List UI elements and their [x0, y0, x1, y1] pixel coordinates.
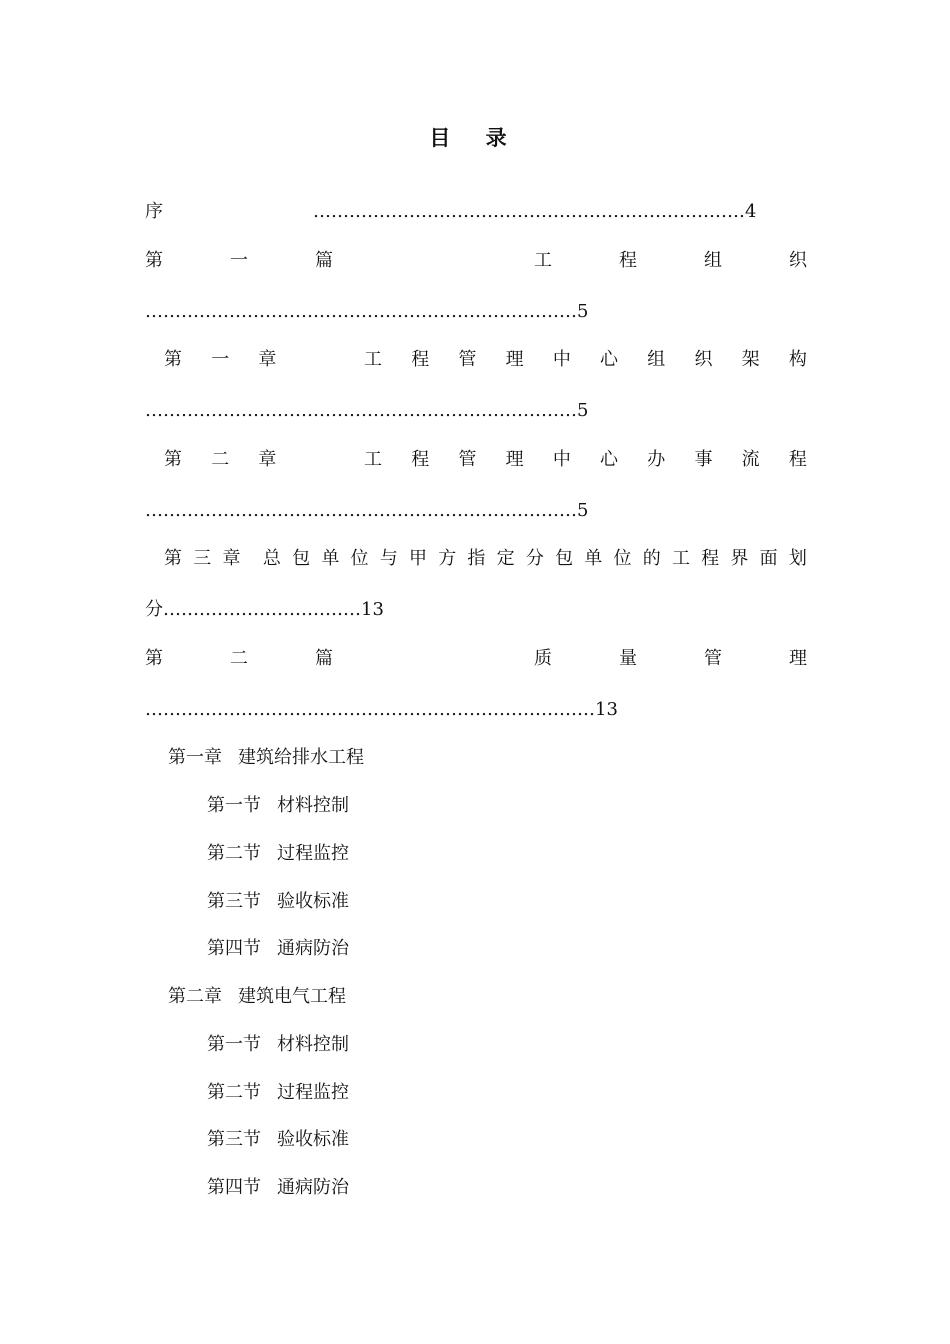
section-number: 第一节	[207, 1034, 261, 1055]
p1-ch2-char: 章	[258, 449, 277, 470]
toc-entry-p2-ch2[interactable]	[168, 984, 346, 1010]
p1-ch2-char: 二	[211, 449, 230, 470]
p1-ch3-char: 单	[321, 548, 340, 569]
chapter-number: 第一章	[168, 747, 222, 768]
toc-entry-p2-ch1-sec4[interactable]	[207, 936, 349, 962]
p1-ch1-char: 理	[505, 349, 524, 370]
toc-entry-p2-ch2-sec4[interactable]	[207, 1175, 349, 1201]
p1-ch3-char: 指	[467, 548, 486, 569]
toc-entry-p2-ch2-sec2[interactable]	[207, 1080, 349, 1106]
p1-ch3-leader: ……………………………	[163, 599, 361, 620]
toc-entry-p2-ch1-sec2[interactable]	[207, 841, 349, 867]
section-name: 过程监控	[277, 1082, 349, 1103]
p1-ch3-char: 位	[613, 548, 632, 569]
p1-ch1-char: 章	[258, 349, 277, 370]
p1-ch1-char: 织	[694, 349, 713, 370]
p1-ch3-leader-line	[145, 597, 384, 623]
part1-page: 5	[577, 301, 589, 322]
p1-ch3-char: 界	[730, 548, 749, 569]
chapter-name: 建筑电气工程	[238, 986, 346, 1007]
p1-ch2-char: 程	[411, 449, 430, 470]
p1-ch3-char: 定	[496, 548, 515, 569]
part2-char: 质	[534, 648, 552, 669]
p1-ch2-char: 程	[788, 449, 807, 470]
p1-ch3-char: 章	[222, 548, 241, 569]
section-number: 第二节	[207, 843, 261, 864]
p1-ch3-char: 位	[350, 548, 369, 569]
section-name: 验收标准	[277, 891, 349, 912]
p1-ch3-char: 分	[525, 548, 544, 569]
part2-leader-line	[145, 697, 618, 723]
p1-ch3-char: 的	[642, 548, 661, 569]
toc-entry-p1-ch1[interactable]	[164, 347, 807, 373]
part1-leader: ………………………………………………………………	[145, 301, 577, 322]
part1-char: 一	[230, 250, 248, 271]
part1-char: 第	[145, 250, 163, 271]
section-number: 第四节	[207, 938, 261, 959]
section-number: 第三节	[207, 1129, 261, 1150]
p1-ch2-leader-line	[145, 498, 588, 524]
p1-ch1-page: 5	[577, 400, 589, 421]
p1-ch2-char: 第	[164, 449, 182, 470]
p1-ch3-cont: 分	[145, 599, 163, 620]
p1-ch2-char: 管	[458, 449, 477, 470]
p1-ch2-page: 5	[577, 500, 589, 521]
p1-ch1-char: 组	[647, 349, 666, 370]
p1-ch3-char: 单	[584, 548, 603, 569]
preface-page: 4	[745, 201, 757, 222]
toc-entry-part2[interactable]	[145, 646, 807, 672]
part2-char: 二	[230, 648, 248, 669]
preface-leader-line	[313, 199, 756, 225]
part2-char: 理	[789, 648, 807, 669]
section-name: 通病防治	[277, 1177, 349, 1198]
toc-entry-p2-ch1-sec3[interactable]	[207, 889, 349, 915]
p1-ch3-char: 划	[788, 548, 807, 569]
part2-leader: …………………………………………………………………	[145, 699, 595, 720]
part2-char: 篇	[315, 648, 333, 669]
part2-page: 13	[595, 699, 618, 720]
section-name: 通病防治	[277, 938, 349, 959]
part2-char: 量	[619, 648, 637, 669]
toc-entry-part1[interactable]	[145, 248, 807, 274]
p1-ch3-char: 包	[292, 548, 311, 569]
toc-entry-preface[interactable]	[145, 199, 163, 225]
p1-ch3-page: 13	[361, 599, 384, 620]
p1-ch2-char: 流	[741, 449, 760, 470]
section-number: 第三节	[207, 891, 261, 912]
toc-entry-p2-ch1[interactable]	[168, 745, 364, 771]
p1-ch1-char: 管	[458, 349, 477, 370]
p1-ch3-char: 方	[438, 548, 457, 569]
p1-ch1-char: 工	[364, 349, 383, 370]
section-name: 验收标准	[277, 1129, 349, 1150]
toc-title: 目 录	[429, 125, 521, 150]
section-number: 第二节	[207, 1082, 261, 1103]
p1-ch3-char: 总	[262, 548, 281, 569]
toc-entry-p1-ch3[interactable]	[164, 546, 807, 572]
p1-ch2-char: 事	[694, 449, 713, 470]
toc-entry-p2-ch2-sec3[interactable]	[207, 1127, 349, 1153]
p1-ch2-char: 工	[364, 449, 383, 470]
part1-char: 程	[619, 250, 637, 271]
p1-ch1-char: 一	[211, 349, 230, 370]
part1-char: 织	[789, 250, 807, 271]
p1-ch1-char: 程	[411, 349, 430, 370]
part1-leader-line	[145, 299, 588, 325]
p1-ch3-char: 包	[555, 548, 574, 569]
p1-ch1-char: 中	[552, 349, 571, 370]
section-name: 过程监控	[277, 843, 349, 864]
p1-ch1-char: 架	[741, 349, 760, 370]
toc-entry-p1-ch2[interactable]	[164, 447, 807, 473]
p1-ch2-char: 理	[505, 449, 524, 470]
p1-ch3-char: 面	[759, 548, 778, 569]
chapter-number: 第二章	[168, 986, 222, 1007]
part2-char: 第	[145, 648, 163, 669]
part1-char: 工	[534, 250, 552, 271]
section-number: 第四节	[207, 1177, 261, 1198]
p1-ch2-char: 心	[600, 449, 619, 470]
p1-ch3-char: 甲	[408, 548, 427, 569]
p1-ch2-char: 办	[647, 449, 666, 470]
p1-ch2-char: 中	[552, 449, 571, 470]
p1-ch1-char: 心	[600, 349, 619, 370]
p1-ch3-char: 三	[193, 548, 212, 569]
p1-ch3-char: 第	[164, 548, 182, 569]
section-name: 材料控制	[277, 1034, 349, 1055]
part1-char: 篇	[315, 250, 333, 271]
p1-ch1-char: 构	[788, 349, 807, 370]
p1-ch1-leader: ………………………………………………………………	[145, 400, 577, 421]
p1-ch3-char: 程	[701, 548, 720, 569]
chapter-name: 建筑给排水工程	[238, 747, 364, 768]
section-name: 材料控制	[277, 795, 349, 816]
preface-label: 序	[145, 201, 163, 222]
p1-ch3-char: 与	[379, 548, 398, 569]
toc-entry-p2-ch1-sec1[interactable]	[207, 793, 349, 819]
toc-entry-p2-ch2-sec1[interactable]	[207, 1032, 349, 1058]
p1-ch3-char: 工	[671, 548, 690, 569]
section-number: 第一节	[207, 795, 261, 816]
part2-char: 管	[704, 648, 722, 669]
p1-ch1-leader-line	[145, 398, 588, 424]
preface-leader: ………………………………………………………………	[313, 201, 745, 222]
p1-ch2-leader: ………………………………………………………………	[145, 500, 577, 521]
p1-ch1-char: 第	[164, 349, 182, 370]
part1-char: 组	[704, 250, 722, 271]
